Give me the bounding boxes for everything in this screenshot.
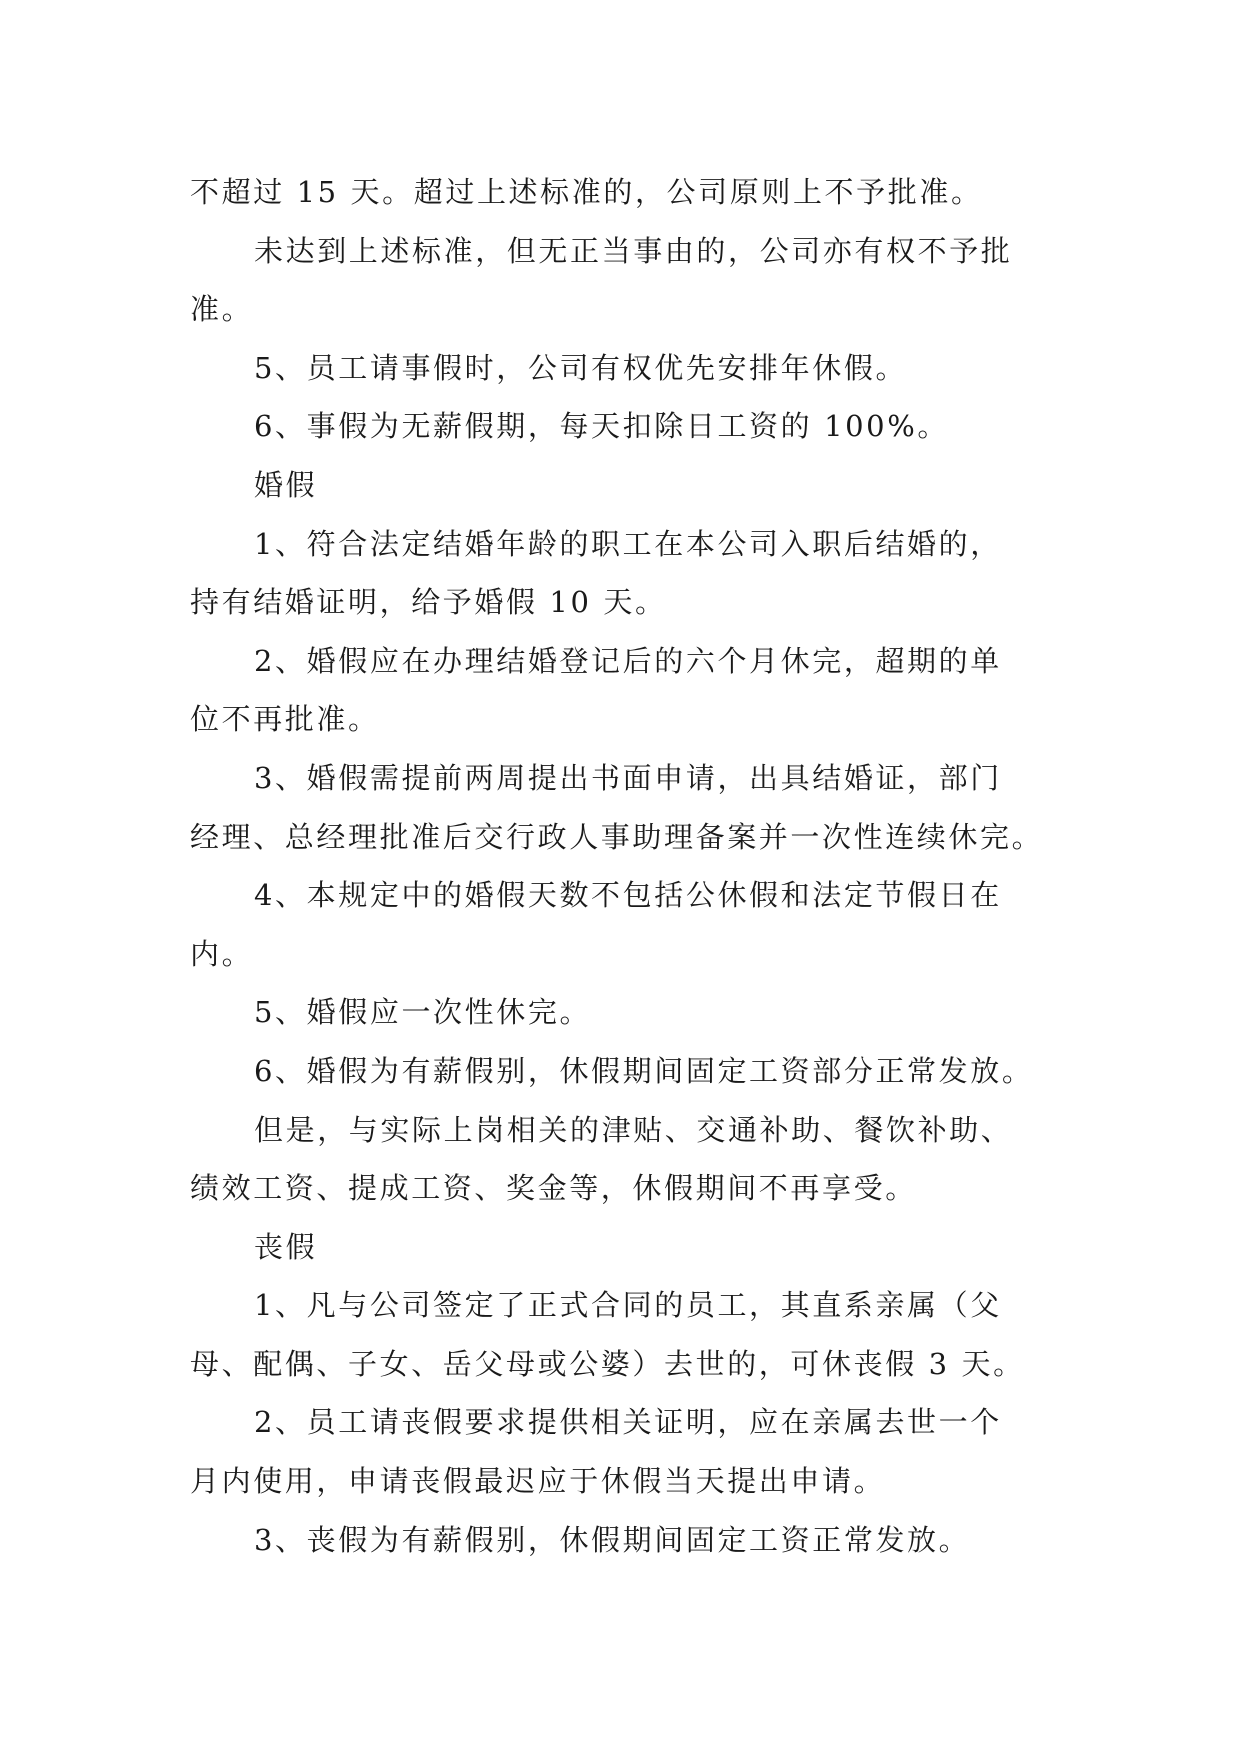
- text-line: 位不再批准。: [190, 702, 380, 737]
- text-line: 2、员工请丧假要求提供相关证明，应在亲属去世一个: [254, 1405, 1002, 1440]
- text-line: 1、凡与公司签定了正式合同的员工，其直系亲属（父: [254, 1288, 1002, 1323]
- document-body: [190, 163, 1070, 1569]
- text-line: 未达到上述标准，但无正当事由的，公司亦有权不予批: [254, 233, 1013, 268]
- text-line: 2、婚假应在办理结婚登记后的六个月休完，超期的单: [254, 643, 1002, 678]
- text-line: 绩效工资、提成工资、奖金等，休假期间不再享受。: [190, 1171, 917, 1206]
- text-line: 母、配偶、子女、岳父母或公婆）去世的，可休丧假 3 天。: [190, 1346, 1025, 1381]
- text-line: 准。: [190, 292, 254, 327]
- text-line: 月内使用，申请丧假最迟应于休假当天提出申请。: [190, 1464, 886, 1499]
- text-line: 3、丧假为有薪假别，休假期间固定工资正常发放。: [254, 1522, 971, 1557]
- section-heading-bereavement-leave: 丧假: [254, 1229, 318, 1264]
- text-line: 6、事假为无薪假期，每天扣除日工资的 100%。: [254, 409, 949, 444]
- text-line: 持有结婚证明，给予婚假 10 天。: [190, 585, 667, 620]
- text-line: 不超过 15 天。超过上述标准的，公司原则上不予批准。: [190, 175, 983, 209]
- text-line: 4、本规定中的婚假天数不包括公休假和法定节假日在: [254, 878, 1002, 913]
- text-line: 6、婚假为有薪假别，休假期间固定工资部分正常发放。: [254, 1053, 1034, 1088]
- text-line: 5、员工请事假时，公司有权优先安排年休假。: [254, 350, 908, 385]
- text-line: 5、婚假应一次性休完。: [254, 995, 592, 1030]
- text-line: 3、婚假需提前两周提出书面申请，出具结婚证，部门: [254, 760, 1002, 795]
- text-line: 内。: [190, 936, 254, 971]
- text-line: 但是，与实际上岗相关的津贴、交通补助、餐饮补助、: [254, 1112, 1013, 1147]
- section-heading-marriage-leave: 婚假: [254, 467, 318, 502]
- text-line: 1、符合法定结婚年龄的职工在本公司入职后结婚的，: [254, 526, 1002, 561]
- text-line: 经理、总经理批准后交行政人事助理备案并一次性连续休完。: [190, 819, 1044, 854]
